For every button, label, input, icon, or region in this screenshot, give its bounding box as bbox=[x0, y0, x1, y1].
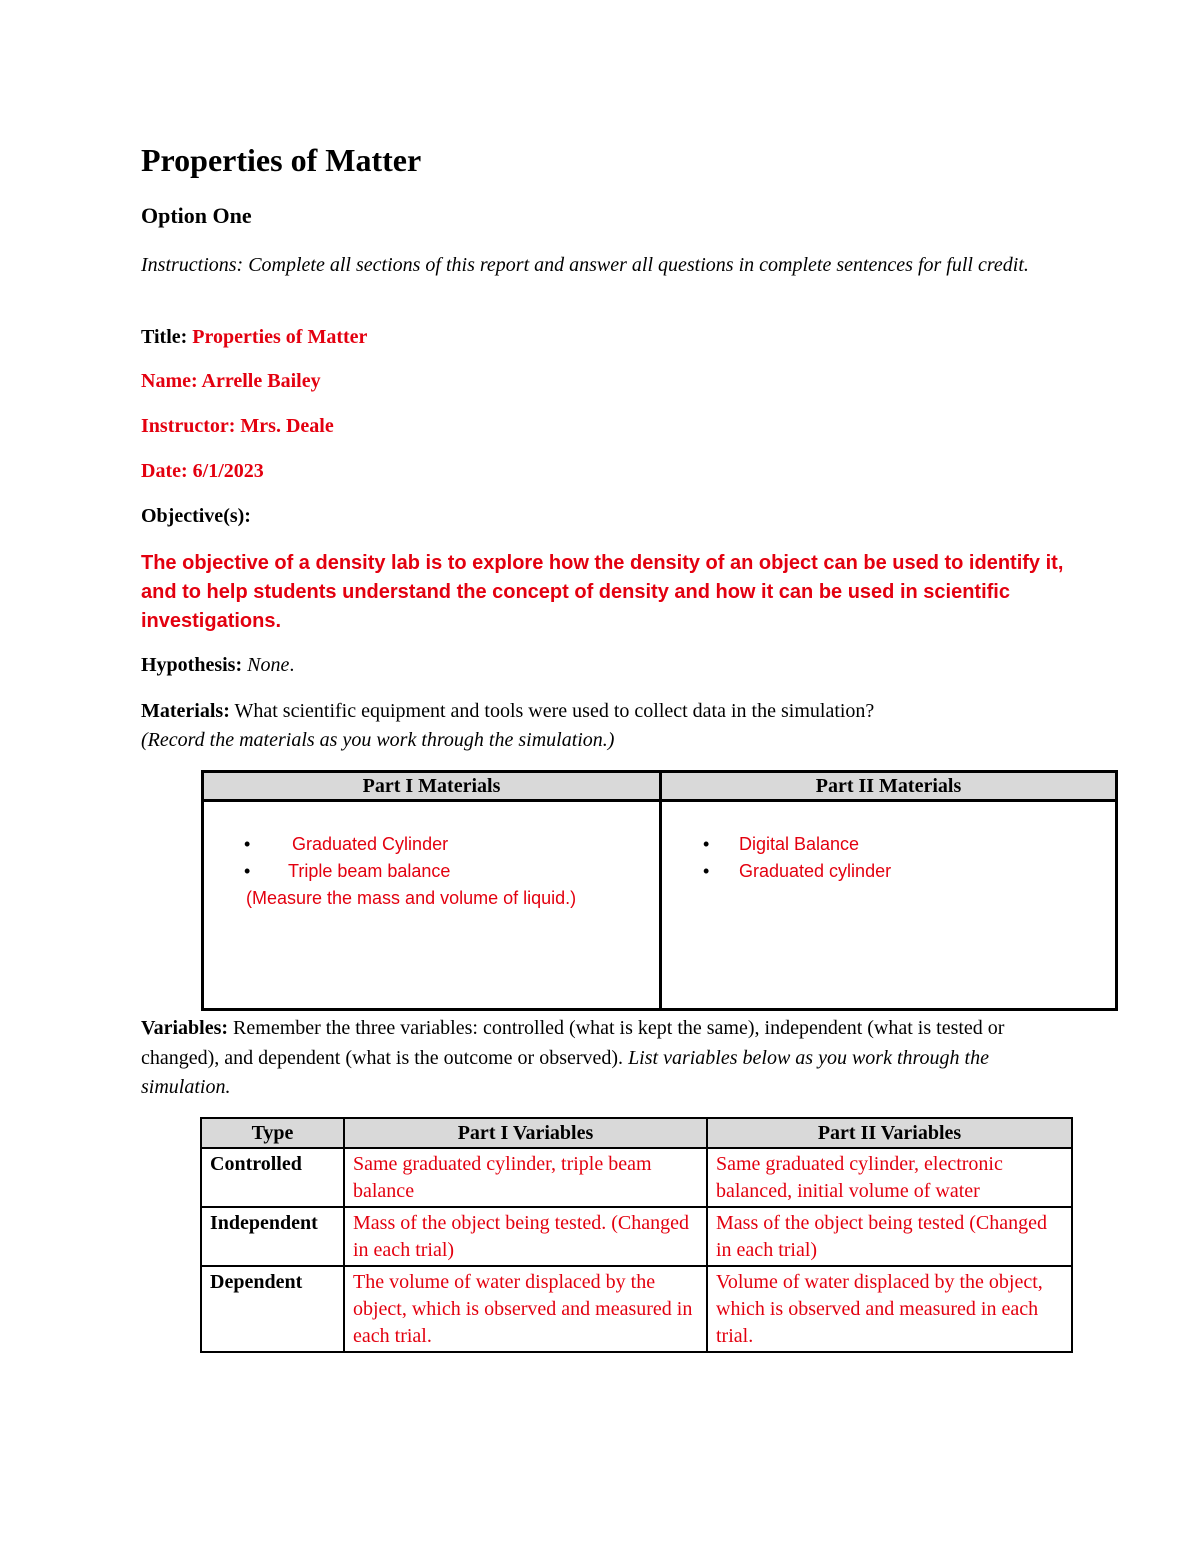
list-item: • Graduated cylinder bbox=[703, 858, 891, 885]
materials-part1-note: (Measure the mass and volume of liquid.) bbox=[246, 888, 577, 908]
bullet-icon: • bbox=[703, 834, 710, 854]
objective-text: The objective of a density lab is to explore how the density of an object can be used to identify it, and to help students understand the concept of density and how it can be used in scientific investigations. bbox=[141, 552, 1064, 632]
table-row bbox=[201, 1266, 1072, 1352]
variables-italic-text: List variables below as you work through the simulation. bbox=[141, 1046, 989, 1098]
document-subtitle: Option One bbox=[141, 203, 252, 228]
title-field bbox=[141, 326, 367, 349]
materials-part2-column bbox=[662, 773, 1115, 1008]
date-field: Date: 6/1/2023 bbox=[141, 460, 264, 482]
materials-note: (Record the materials as you work through the simulation.) bbox=[141, 729, 615, 751]
table-row bbox=[201, 1207, 1072, 1266]
variables-label: Variables: bbox=[141, 1017, 229, 1039]
row-part2: Volume of water displaced by the object, which is observed and measured in each trial. bbox=[707, 1266, 1072, 1352]
materials-paragraph bbox=[141, 697, 1041, 755]
materials-part1-list bbox=[244, 831, 450, 885]
list-item: • Digital Balance bbox=[703, 831, 891, 858]
hypothesis-label: Hypothesis: bbox=[141, 654, 243, 676]
materials-part2-list bbox=[703, 831, 891, 885]
materials-part2-header: Part II Materials bbox=[662, 773, 1115, 802]
hypothesis-field bbox=[141, 654, 294, 677]
row-part1: Mass of the object being tested. (Changed in each trial) bbox=[344, 1207, 707, 1266]
materials-part1-column bbox=[204, 773, 662, 1008]
hypothesis-period: . bbox=[289, 654, 295, 676]
header-part1: Part I Variables bbox=[344, 1118, 707, 1148]
header-type: Type bbox=[201, 1118, 344, 1148]
variables-table bbox=[200, 1117, 1073, 1353]
name-field: Name: Arrelle Bailey bbox=[141, 370, 321, 392]
instructions-text: Instructions: Complete all sections of this report and answer all questions in complete sentences for full credit. bbox=[141, 254, 1029, 276]
materials-part1-header: Part I Materials bbox=[204, 773, 659, 802]
title-label: Title: bbox=[141, 326, 188, 348]
materials-table bbox=[201, 770, 1118, 1011]
list-item: • Triple beam balance bbox=[244, 858, 450, 885]
title-value: Properties of Matter bbox=[192, 326, 368, 348]
materials-label: Materials: bbox=[141, 700, 230, 722]
bullet-icon: • bbox=[244, 834, 251, 854]
variables-text: Remember the three variables: controlled (what is kept the same), independent (what is tested or changed), and dependent (what is the outcome or observed). bbox=[141, 1017, 1005, 1069]
row-part2: Mass of the object being tested (Changed in each trial) bbox=[707, 1207, 1072, 1266]
bullet-icon: • bbox=[244, 861, 251, 881]
row-part2: Same graduated cylinder, electronic balanced, initial volume of water bbox=[707, 1148, 1072, 1207]
row-part1: The volume of water displaced by the object, which is observed and measured in each trial. bbox=[344, 1266, 707, 1352]
table-row bbox=[201, 1148, 1072, 1207]
row-part1: Same graduated cylinder, triple beam balance bbox=[344, 1148, 707, 1207]
table-header-row bbox=[201, 1118, 1072, 1148]
hypothesis-value: None bbox=[247, 654, 290, 676]
document-title: Properties of Matter bbox=[141, 142, 422, 178]
instructor-field: Instructor: Mrs. Deale bbox=[141, 415, 334, 437]
objective-label: Objective(s): bbox=[141, 505, 251, 527]
materials-question: What scientific equipment and tools were used to collect data in the simulation? bbox=[234, 700, 875, 722]
variables-paragraph bbox=[141, 1014, 1056, 1103]
row-type: Dependent bbox=[201, 1266, 344, 1352]
list-item: • Graduated Cylinder bbox=[244, 831, 450, 858]
header-part2: Part II Variables bbox=[707, 1118, 1072, 1148]
row-type: Controlled bbox=[201, 1148, 344, 1207]
bullet-icon: • bbox=[703, 861, 710, 881]
row-type: Independent bbox=[201, 1207, 344, 1266]
